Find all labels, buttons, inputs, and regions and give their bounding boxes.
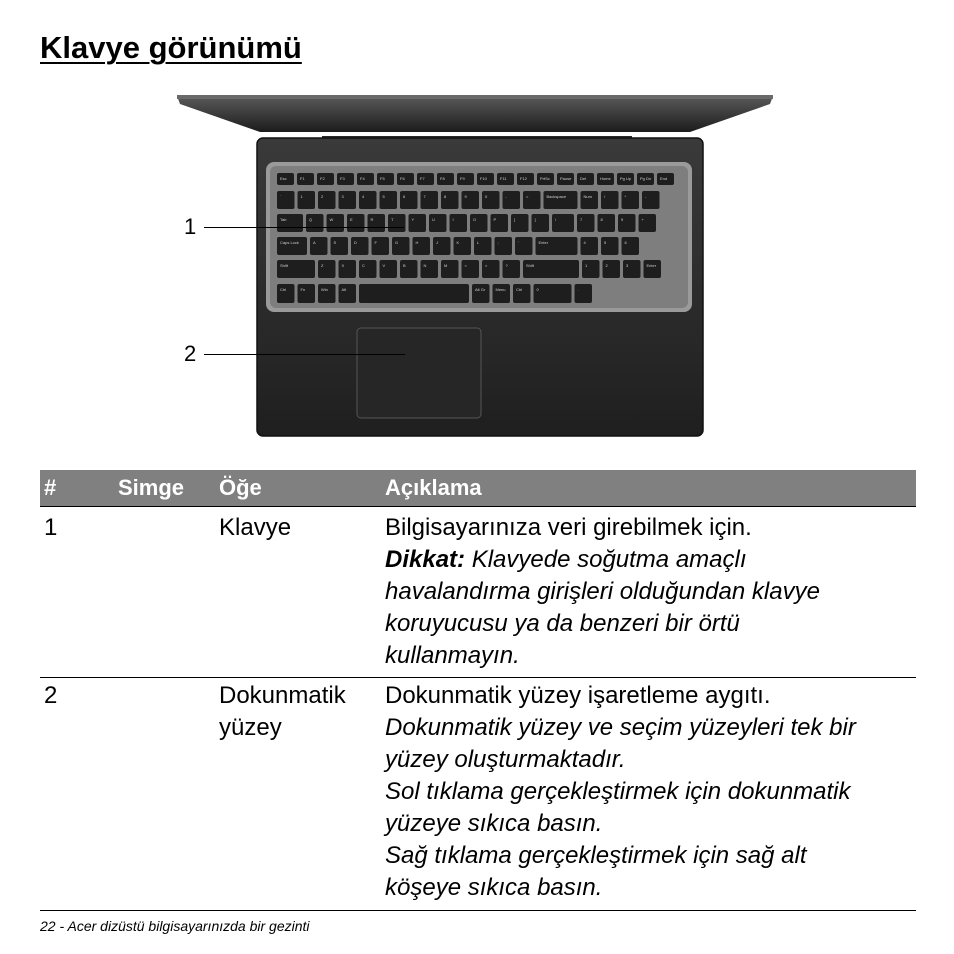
header-description: Açıklama	[385, 475, 482, 500]
keyboard-key-label: Caps Lock	[280, 240, 299, 245]
keyboard-key-label: Del	[580, 176, 587, 181]
keyboard-key-label: K	[456, 240, 460, 245]
keyboard-key-label: Pg Dn	[640, 176, 652, 181]
callout-1: 1	[184, 214, 197, 239]
keyboard-key-label: '	[518, 240, 519, 245]
table-row	[40, 678, 916, 911]
keyboard-key-label: 6	[624, 240, 627, 245]
note-text: havalandırma girişleri olduğundan klavye	[385, 578, 820, 605]
keyboard-key-label: 5	[382, 194, 385, 199]
keyboard-key-label: Q	[309, 217, 313, 222]
keyboard-key-label: T	[391, 217, 394, 222]
keyboard-key-label: Enter	[646, 263, 657, 268]
note-text: yüzey oluşturmaktadır.	[385, 746, 626, 773]
keyboard-key-label: F11	[500, 176, 507, 181]
keyboard-key-label: >	[485, 263, 488, 268]
keyboard-key-label: 7	[580, 217, 583, 222]
keyboard-key	[534, 284, 572, 303]
keyboard-key-label: 1	[300, 194, 303, 199]
keyboard-key-label: Z	[321, 263, 324, 268]
keyboard-key-label: F9	[460, 176, 465, 181]
keyboard-key-label: F5	[380, 176, 385, 181]
row-item: Klavye	[219, 514, 292, 541]
keyboard-key-label: X	[341, 263, 345, 268]
keyboard-key-label: PrtSc	[540, 176, 550, 181]
note-text: Sağ tıklama gerçekleştirmek için sağ alt	[385, 842, 807, 869]
header-icon: Simge	[118, 475, 185, 500]
keyboard-key-label: Alt Gr	[475, 287, 486, 292]
keyboard-key-label: M	[444, 263, 448, 268]
keyboard-key-label: 7	[423, 194, 426, 199]
note-text: Sol tıklama gerçekleştirmek için dokunmatik	[385, 778, 851, 805]
keyboard-key-label: Ctrl	[516, 287, 523, 292]
keyboard-key-label: \	[555, 217, 557, 222]
keyboard-key-label: Backspace	[546, 194, 567, 199]
keyboard-key-label: I	[452, 217, 454, 222]
keyboard-key-label: -	[645, 194, 647, 199]
callout-2: 2	[184, 341, 197, 366]
keyboard-key-label: P	[493, 217, 497, 222]
keyboard-key-label: S	[333, 240, 337, 245]
row-number: 2	[44, 682, 58, 709]
keyboard-key-label: O	[473, 217, 477, 222]
callout-2-leader	[204, 354, 405, 355]
keyboard-key-label: Shift	[280, 263, 289, 268]
keyboard-key-label: Ctrl	[280, 287, 287, 292]
item-text: Dokunmatik	[219, 682, 346, 709]
callout-1-leader	[204, 227, 404, 228]
keyboard-key-label: H	[415, 240, 419, 245]
keyboard-key-label: .	[577, 287, 579, 292]
keyboard-key-label: 3	[341, 194, 344, 199]
keyboard-key-label: B	[403, 263, 406, 268]
keyboard-key-label: F	[374, 240, 377, 245]
keyboard-key-label: 2	[605, 263, 608, 268]
row-description	[385, 680, 916, 904]
note-text: koruyucusu ya da benzeri bir örtü	[385, 610, 740, 637]
lid-edge	[177, 96, 773, 132]
keyboard-key-label: F7	[420, 176, 425, 181]
keyboard-key-label: 6	[403, 194, 406, 199]
keyboard-key-label: Y	[411, 217, 415, 222]
keyboard-key-label: 2	[321, 194, 324, 199]
keyboard-key-label: ;	[497, 240, 499, 245]
keyboard-key-label: F6	[400, 176, 405, 181]
keyboard-key-label: E	[350, 217, 353, 222]
keyboard-key-label: Alt	[341, 287, 347, 292]
keyboard-key-label: Fn	[300, 287, 306, 292]
keyboard-key-label: F12	[520, 176, 527, 181]
keyboard-key-label: ]	[534, 217, 536, 222]
keyboard-key-label: Enter	[538, 240, 549, 245]
keyboard-key-label: J	[436, 240, 438, 245]
keyboard-key-label: U	[432, 217, 435, 222]
table-row	[40, 507, 916, 678]
keyboard-key-label: Pause	[560, 176, 572, 181]
keyboard-key-label: Num	[583, 194, 592, 199]
keyboard-key-label: Shift	[526, 263, 535, 268]
keyboard-key-label: +	[641, 217, 644, 222]
laptop-top-view-image	[150, 90, 790, 440]
page-footer: 22 - Acer dizüstü bilgisayarınızda bir gezinti	[40, 918, 310, 934]
keyboard-key-label: F2	[320, 176, 325, 181]
note-text: köşeye sıkıca basın.	[385, 874, 603, 901]
keyboard-key-label: W	[329, 217, 334, 222]
keyboard-key-label: 3	[626, 263, 629, 268]
keyboard-key-label: [	[514, 217, 516, 222]
keyboard-key-label: Home	[600, 176, 611, 181]
keyboard-key-label: 1	[585, 263, 588, 268]
keyboard-key-label: F8	[440, 176, 445, 181]
keyboard-key-label: F10	[480, 176, 487, 181]
table-header	[40, 470, 916, 507]
keyboard-key-label: F1	[300, 176, 305, 181]
note-text: Klavyede soğutma amaçlı	[465, 546, 747, 573]
keyboard-key-label: Menu	[495, 287, 506, 292]
description-text: Dokunmatik yüzey işaretleme aygıtı.	[385, 682, 771, 709]
keyboard-key-label: 4	[362, 194, 365, 199]
description-text: Bilgisayarınıza veri girebilmek için.	[385, 514, 752, 541]
keyboard-key-label: D	[354, 240, 357, 245]
keyboard-key-label: 9	[464, 194, 467, 199]
item-text: yüzey	[219, 714, 282, 741]
keyboard-key	[359, 284, 469, 303]
row-icon	[118, 680, 219, 904]
keyboard-key-label: 4	[583, 240, 586, 245]
keyboard-key-label: C	[362, 263, 365, 268]
note-text: kullanmayın.	[385, 642, 520, 669]
keyboard-key-label: 0	[536, 287, 539, 292]
keyboard-key-label: R	[370, 217, 374, 222]
keyboard-key-label: Tab	[280, 217, 287, 222]
keyboard-key-label: F4	[360, 176, 365, 181]
keyboard-key-label: 0	[485, 194, 488, 199]
keyboard-key-label: ?	[505, 263, 508, 268]
keyboard-key-label: G	[395, 240, 399, 245]
keyboard-key-label: V	[382, 263, 386, 268]
component-table	[40, 470, 916, 911]
note-text: Dokunmatik yüzey ve seçim yüzeyleri tek bir	[385, 714, 856, 741]
keyboard-key-label: End	[660, 176, 668, 181]
keyboard-key-label: F3	[340, 176, 345, 181]
keyboard-key-label: 8	[444, 194, 447, 199]
keyboard-key-label: *	[624, 194, 627, 199]
keyboard-key-label: =	[526, 194, 529, 199]
keyboard-key-label: -	[505, 194, 507, 199]
row-icon	[118, 512, 219, 672]
header-item: Öğe	[219, 475, 262, 500]
keyboard-key-label: /	[604, 194, 606, 199]
keyboard-key-label: N	[423, 263, 427, 268]
laptop-illustration	[150, 90, 790, 440]
keyboard-key-label: Esc	[280, 176, 287, 181]
keyboard-key-label: <	[464, 263, 467, 268]
header-number: #	[44, 475, 57, 500]
keyboard-key-label: 8	[600, 217, 603, 222]
keyboard-key-label: Pg Up	[620, 176, 632, 181]
note-label: Dikkat:	[385, 546, 466, 573]
keyboard-key-label: 9	[621, 217, 624, 222]
row-item	[219, 680, 385, 904]
row-number: 1	[44, 514, 58, 541]
keyboard-key-label: L	[477, 240, 480, 245]
keyboard-key-label: A	[313, 240, 316, 245]
page-title: Klavye görünümü	[40, 30, 302, 65]
keyboard-key-label: Win	[321, 287, 328, 292]
row-description	[385, 512, 916, 672]
keyboard-key-label: 5	[604, 240, 607, 245]
keyboard-key-label: `	[280, 194, 282, 199]
note-text: yüzeye sıkıca basın.	[385, 810, 603, 837]
touchpad	[357, 328, 481, 418]
